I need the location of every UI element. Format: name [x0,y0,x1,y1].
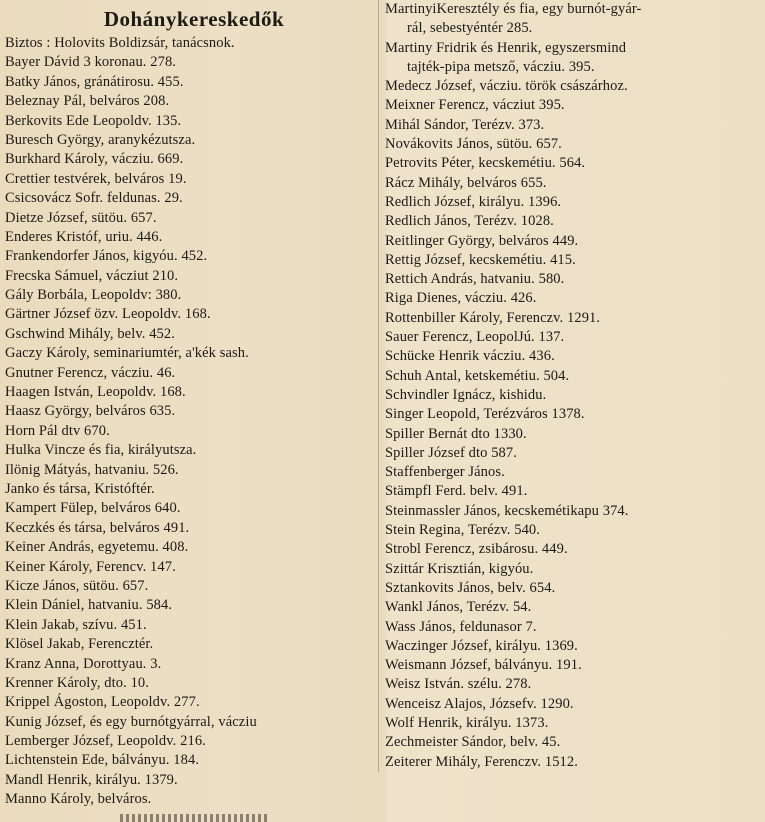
directory-entry: Frankendorfer János, kigyóu. 452. [5,248,208,265]
right-entry-list [385,0,765,772]
directory-entry: Schücke Henrik vácziu. 436. [385,348,555,365]
directory-entry: Zechmeister Sándor, belv. 45. [385,734,561,751]
directory-entry: Klein Jakab, szívu. 451. [5,616,147,633]
right-column [378,0,765,772]
directory-entry: Keczkés és társa, belváros 491. [5,519,190,536]
directory-entry: Singer Leopold, Terézváros 1378. [385,406,585,423]
directory-entry: Rácz Mihály, belváros 655. [385,174,547,191]
directory-entry: Horn Pál dtv 670. [5,422,110,439]
directory-entry: Keiner Károly, Ferencv. 147. [5,558,176,575]
directory-entry: Schuh Antal, ketskemétiu. 504. [385,367,570,384]
directory-entry: Buresch György, aranykézutsza. [5,131,196,148]
directory-entry: Berkovits Ede Leopoldv. 135. [5,112,182,129]
directory-entry: Redlich János, Terézv. 1028. [385,213,554,230]
directory-entry: Szittár Krisztián, kigyóu. [385,560,534,577]
directory-entry: Kunig József, és egy burnótgyárral, vácziu [5,713,257,730]
directory-entry: Bayer Dávid 3 koronau. 278. [5,54,177,71]
directory-entry: Kicze János, sütöu. 657. [5,577,149,594]
directory-entry: Schvindler Ignácz, kishidu. [385,386,547,403]
directory-entry: Mandl Henrik, királyu. 1379. [5,771,178,788]
directory-entry: Reitlinger György, belváros 449. [385,232,579,249]
directory-entry: Keiner András, egyetemu. 408. [5,539,189,556]
cutoff-text-fragment [120,814,270,822]
directory-entry: Kampert Fülep, belváros 640. [5,500,181,517]
directory-entry: Klösel Jakab, Ferencztér. [5,636,154,653]
directory-entry: Waczinger József, királyu. 1369. [385,637,578,654]
directory-entry: Staffenberger János. [385,464,505,481]
directory-entry: Lichtenstein Ede, bálványu. 184. [5,752,200,769]
directory-entry: Hulka Vincze és fia, királyutsza. [5,442,197,459]
directory-entry: Crettier testvérek, belváros 19. [5,170,187,187]
directory-entry: Wenceisz Alajos, Józsefv. 1290. [385,695,574,712]
directory-entry: Manno Károly, belváros. [5,791,152,808]
directory-entry: Gály Borbála, Leopoldv: 380. [5,287,182,304]
directory-entry: Stämpfl Ferd. belv. 491. [385,483,528,500]
directory-entry: Redlich József, királyu. 1396. [385,193,562,210]
directory-entry: Beleznay Pál, belváros 208. [5,93,170,110]
left-column [0,0,383,810]
directory-entry: Janko és társa, Kristóftér. [5,480,155,497]
directory-entry: Rettich András, hatvaniu. 580. [385,271,565,288]
directory-entry: Lemberger József, Leopoldv. 216. [5,733,206,750]
directory-entry: Kranz Anna, Dorottyau. 3. [5,655,162,672]
directory-entry: Csicsovácz Sofr. feldunas. 29. [5,190,183,207]
directory-entry: Wankl János, Terézv. 54. [385,599,532,616]
directory-entry: Ilönig Mátyás, hatvaniu. 526. [5,461,179,478]
directory-entry: Krenner Károly, dto. 10. [5,674,150,691]
directory-entry: Zeiterer Mihály, Ferenczv. 1512. [385,753,578,770]
directory-entry: Rottenbiller Károly, Ferenczv. 1291. [385,309,601,326]
directory-entry: Stein Regina, Terézv. 540. [385,522,541,539]
left-entry-list [5,34,383,810]
directory-entry: tajték-pipa metsző, vácziu. 395. [407,58,595,75]
directory-entry: Wass János, feldunasor 7. [385,618,537,635]
directory-entry: Martiny Fridrik és Henrik, egyszersmind [385,39,627,56]
directory-entry: Krippel Ágoston, Leopoldv. 277. [5,694,200,711]
directory-entry: Strobl Ferencz, zsibárosu. 449. [385,541,568,558]
directory-entry: Gärtner József özv. Leopoldv. 168. [5,306,211,323]
directory-entry: Frecska Sámuel, vácziut 210. [5,267,179,284]
directory-entry: Wolf Henrik, királyu. 1373. [385,714,549,731]
directory-entry: Meixner Ferencz, vácziut 395. [385,97,565,114]
directory-entry: Petrovits Péter, kecskemétiu. 564. [385,155,586,172]
section-heading: Dohánykereskedők [103,7,285,31]
directory-entry: Sauer Ferencz, LeopolJú. 137. [385,329,565,346]
directory-entry: rál, sebestyéntér 285. [407,20,533,37]
directory-entry: Riga Dienes, vácziu. 426. [385,290,537,307]
directory-entry: Spiller Bernát dto 1330. [385,425,527,442]
directory-entry: Weisz István. szélu. 278. [385,676,532,693]
directory-entry: Dietze József, sütöu. 657. [5,209,157,226]
directory-entry: Gnutner Ferencz, vácziu. 46. [5,364,176,381]
directory-entry: Medecz József, vácziu. török császárhoz. [385,78,628,95]
directory-entry: Batky János, gránátirosu. 455. [5,73,184,90]
directory-entry: Enderes Kristóf, uriu. 446. [5,228,163,245]
directory-entry: Novákovits János, sütöu. 657. [385,136,562,153]
directory-entry: Weismann József, bálványu. 191. [385,657,582,674]
directory-entry: Haagen István, Leopoldv. 168. [5,384,186,401]
directory-entry: Spiller József dto 587. [385,444,517,461]
directory-entry: Burkhard Károly, vácziu. 669. [5,151,184,168]
directory-entry: Mihál Sándor, Terézv. 373. [385,116,545,133]
directory-entry: Steinmassler János, kecskemétikapu 374. [385,502,629,519]
directory-entry: Sztankovits János, belv. 654. [385,579,556,596]
directory-entry: Biztos : Holovits Boldizsár, tanácsnok. [5,35,235,51]
directory-entry: Rettig József, kecskemétiu. 415. [385,251,576,268]
directory-entry: Gaczy Károly, seminariumtér, a'kék sash. [5,345,249,362]
directory-entry: Klein Dániel, hatvaniu. 584. [5,597,173,614]
directory-entry: MartinyiKeresztély és fia, egy burnót-gyár- [385,1,642,17]
directory-entry: Gschwind Mihály, belv. 452. [5,325,175,342]
directory-entry: Haasz György, belváros 635. [5,403,176,420]
